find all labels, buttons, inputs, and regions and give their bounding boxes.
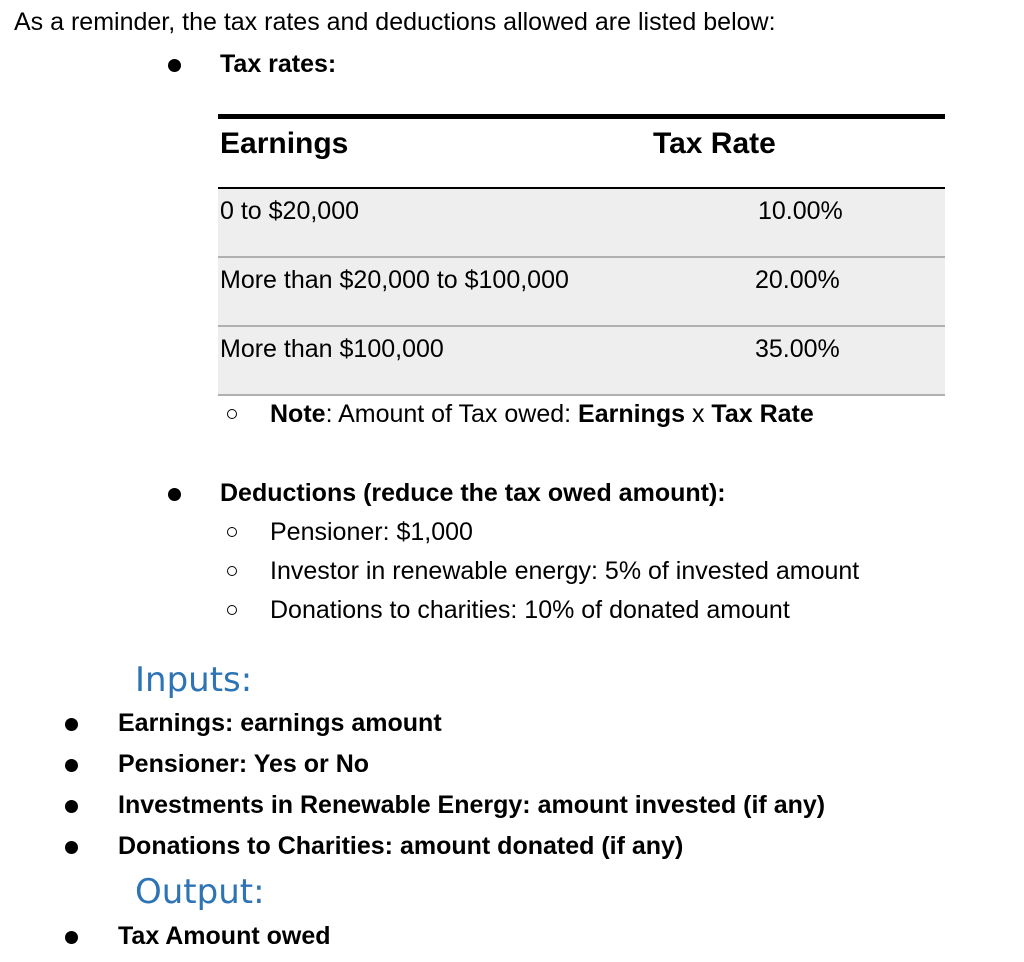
bullet-icon	[168, 59, 181, 72]
inputs-heading: Inputs:	[135, 660, 253, 700]
earnings-cell: More than $100,000	[220, 335, 444, 363]
rate-cell: 10.00%	[758, 197, 843, 225]
header-earnings: Earnings	[220, 127, 349, 160]
output-heading: Output:	[135, 872, 265, 912]
bullet-icon	[65, 718, 78, 731]
bullet-icon	[65, 759, 78, 772]
deduction-item: Donations to charities: 10% of donated amount	[270, 596, 790, 624]
earnings-cell: 0 to $20,000	[220, 197, 360, 225]
bullet-icon	[65, 931, 78, 944]
table-row	[218, 189, 945, 258]
tax-rates-heading: Tax rates:	[220, 50, 337, 78]
rate-cell: 20.00%	[755, 266, 840, 294]
table-header-row	[218, 119, 945, 189]
note-label: Note	[270, 400, 326, 428]
bullet-icon	[65, 841, 78, 854]
deductions-heading: Deductions (reduce the tax owed amount):	[220, 479, 726, 507]
sub-bullet-icon	[227, 409, 237, 419]
sub-bullet-icon	[227, 566, 237, 576]
input-item: Donations to Charities: amount donated (if any)	[118, 832, 684, 860]
note-text: : Amount of Tax owed:	[325, 400, 579, 428]
deduction-item: Investor in renewable energy: 5% of invested amount	[270, 557, 860, 585]
bullet-icon	[168, 488, 181, 501]
note-term-tax-rate: Tax Rate	[711, 400, 814, 428]
output-item: Tax Amount owed	[118, 922, 331, 950]
note-times: x	[685, 400, 712, 428]
sub-bullet-icon	[227, 527, 237, 537]
table-row	[218, 327, 945, 396]
tax-note	[270, 400, 814, 429]
input-item: Pensioner: Yes or No	[118, 750, 370, 778]
input-item: Investments in Renewable Energy: amount invested (if any)	[118, 791, 826, 819]
deduction-item: Pensioner: $1,000	[270, 518, 473, 546]
input-item: Earnings: earnings amount	[118, 709, 442, 737]
header-tax-rate: Tax Rate	[653, 127, 776, 160]
tax-rate-table	[218, 114, 945, 396]
earnings-cell: More than $20,000 to $100,000	[220, 266, 569, 294]
bullet-icon	[65, 800, 78, 813]
table-row	[218, 258, 945, 327]
sub-bullet-icon	[227, 605, 237, 615]
rate-cell: 35.00%	[755, 335, 840, 363]
intro-text: As a reminder, the tax rates and deductions allowed are listed below:	[14, 8, 776, 36]
note-term-earnings: Earnings	[578, 400, 686, 428]
